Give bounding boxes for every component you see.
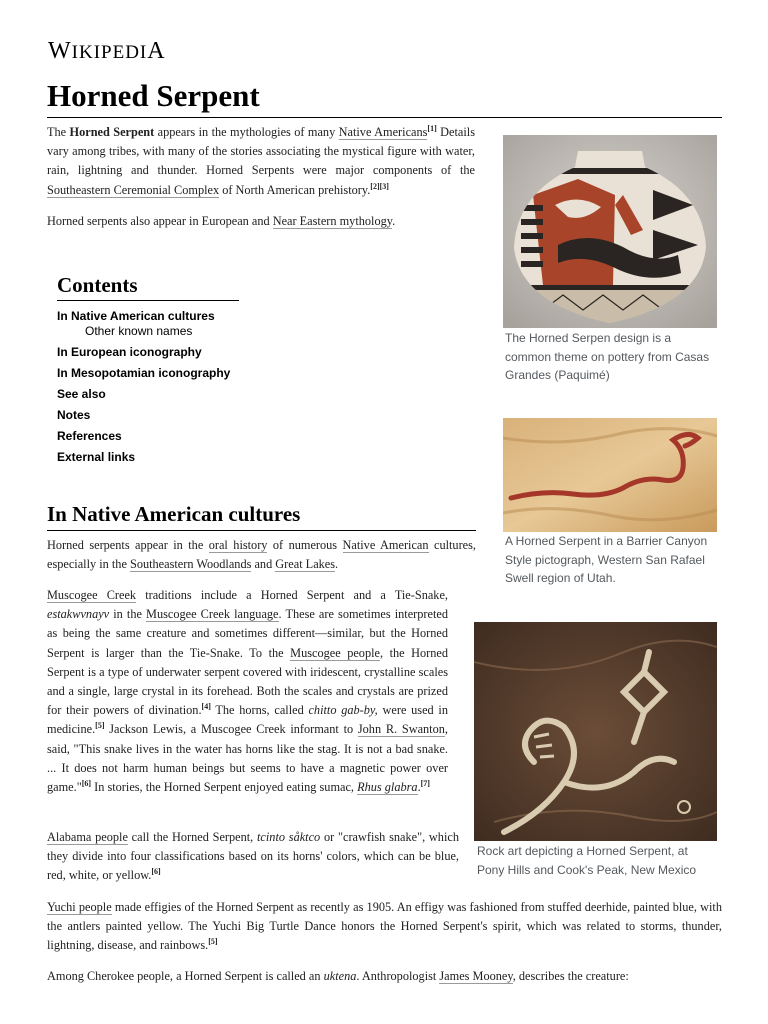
toc-item-mesopotamian-iconography[interactable]: In Mesopotamian iconography xyxy=(57,366,231,380)
toc-item-other-known-names[interactable]: Other known names xyxy=(85,324,193,338)
link-john-r-swanton[interactable]: John R. Swanton xyxy=(357,722,445,737)
ref-link[interactable]: [4] xyxy=(201,702,211,712)
ref-link[interactable]: [6] xyxy=(151,867,161,877)
title-divider xyxy=(47,117,722,118)
section-paragraph-yuchi: Yuchi people made effigies of the Horned Serpent as recently as 1905. An effigy was fashioned from stuffed deerhide, painted blue, with the antlers painted yellow. The Yuchi Big Turtle Dance honors the Horned Serpent's spirit, which was related to storms, thunder, lightning, disease, and rainbows.[5] xyxy=(47,900,722,953)
ref-link[interactable]: [2] xyxy=(370,181,380,191)
section-paragraph: Horned serpents appear in the oral history of numerous Native American cultures, especially in the Southeastern Woodlands and Great Lakes. xyxy=(47,538,476,572)
ref-link[interactable]: [5] xyxy=(208,937,218,947)
toc-item-notes[interactable]: Notes xyxy=(57,408,91,422)
ref-link[interactable]: [3] xyxy=(379,181,389,191)
rock-art-image[interactable] xyxy=(474,622,717,841)
link-muscogee-creek-language[interactable]: Muscogee Creek language xyxy=(146,607,279,622)
link-great-lakes[interactable]: Great Lakes xyxy=(275,557,336,572)
figure-caption: A Horned Serpent in a Barrier Canyon Style pictograph, Western San Rafael Swell region of Utah. xyxy=(505,534,708,585)
wordmark-letter: A xyxy=(147,38,166,64)
toc-heading: Contents xyxy=(57,273,138,297)
wordmark-letters: IKIPEDI xyxy=(71,42,148,63)
intro-paragraph-2: Horned serpents also appear in European and Near Eastern mythology. xyxy=(47,214,396,228)
toc-item-external-links[interactable]: External links xyxy=(57,450,136,464)
link-native-americans[interactable]: Native Americans xyxy=(338,125,428,139)
intro-paragraph: The Horned Serpent appears in the mythologies of many Native Americans[1] Details vary among tribes, with many of the stories associating the mystical figure with water, rain, lightning and thunder. Horned Serpents were major components of the Southeastern Ceremonial Complex of North American prehistory.[2][3] xyxy=(47,123,475,197)
link-muscogee-people[interactable]: Muscogee people xyxy=(290,645,380,660)
section-divider xyxy=(47,530,476,531)
wikipedia-wordmark[interactable] xyxy=(48,38,166,65)
link-southeastern-ceremonial-complex[interactable]: Southeastern Ceremonial Complex xyxy=(47,182,220,197)
link-alabama-people[interactable]: Alabama people xyxy=(47,830,128,844)
link-oral-history[interactable]: oral history xyxy=(208,538,268,552)
page-title: Horned Serpent xyxy=(47,78,260,113)
link-muscogee-creek[interactable]: Muscogee Creek xyxy=(47,588,137,602)
section-paragraph-alabama: Alabama people call the Horned Serpent, tcinto såktco or "crawfish snake", which they divide into four classifications based on its horns' colors, which can be blue, red, white, or yellow.[6] xyxy=(47,830,459,883)
pottery-image[interactable] xyxy=(503,135,717,328)
pictograph-image[interactable] xyxy=(503,418,717,532)
toc-item-references[interactable]: References xyxy=(57,429,122,443)
toc-item-see-also[interactable]: See also xyxy=(57,387,106,401)
section-paragraph-muscogee: Muscogee Creek traditions include a Horned Serpent and a Tie-Snake, estakwvnayv in the Muscogee Creek language. These are sometimes interpreted as being the same creature and sometimes different—similar, but the Horned Serpent is larger than the Tie-Snake. To the Muscogee people, the Horned Serpent is a type of underwater serpent covered with iridescent, crystalline scales and a single, large crystal in its forehead. Both the scales and crystals are prized for their powers of divination.[4] The horns, called chitto gab-by, were used in medicine.[5] Jackson Lewis, a Muscogee Creek informant to John R. Swanton, said, "This snake lives in the water has horns like the stag. It is not a bad snake. ... It does not harm human beings but seems to have a magnetic power over game."[6] In stories, the Horned Serpent enjoyed eating sumac, Rhus glabra.[7] xyxy=(47,588,449,795)
link-near-eastern-mythology[interactable]: Near Eastern mythology xyxy=(272,214,393,228)
ref-link[interactable]: [7] xyxy=(420,778,430,788)
link-rhus-glabra[interactable]: Rhus glabra xyxy=(357,780,418,795)
figure-caption: The Horned Serpen design is a common theme on pottery from Casas Grandes (Paquimé) xyxy=(505,331,710,382)
toc-item-native-american-cultures[interactable]: In Native American cultures xyxy=(57,309,215,323)
wordmark-letter: W xyxy=(48,38,72,64)
link-yuchi-people[interactable]: Yuchi people xyxy=(47,900,112,914)
figure-caption: Rock art depicting a Horned Serpent, at Pony Hills and Cook's Peak, New Mexico xyxy=(477,844,697,877)
pictograph-illustration xyxy=(503,418,717,532)
table-of-contents xyxy=(57,308,230,470)
pottery-illustration xyxy=(503,135,717,328)
link-southeastern-woodlands[interactable]: Southeastern Woodlands xyxy=(129,557,252,572)
toc-divider xyxy=(57,300,239,301)
section-paragraph-cherokee: Among Cherokee people, a Horned Serpent is called an uktena. Anthropologist James Mooney, describes the creature: xyxy=(47,969,629,983)
ref-link[interactable]: [5] xyxy=(95,721,105,731)
link-native-american[interactable]: Native American xyxy=(342,538,429,552)
toc-item-european-iconography[interactable]: In European iconography xyxy=(57,345,202,359)
rock-art-illustration xyxy=(474,622,717,841)
ref-link[interactable]: [6] xyxy=(81,778,92,788)
link-james-mooney[interactable]: James Mooney xyxy=(439,969,513,983)
ref-link[interactable]: [1] xyxy=(427,123,437,133)
section-heading-native-american-cultures: In Native American cultures xyxy=(47,502,301,526)
